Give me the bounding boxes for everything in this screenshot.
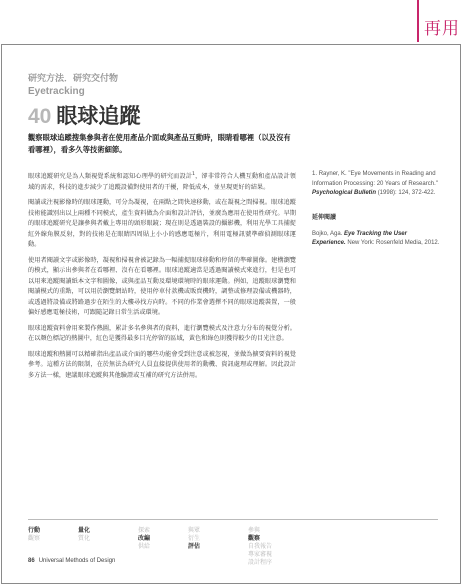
body-paragraph: 使用者閱讀文字或影像時，凝視和掃視會被記錄為一幅捕捉眼球移動和停留的準確圖像。建構瀏覽的模式，顯示出參與者在看哪裡、沒有在看哪裡。眼球追蹤適當是透過閱讀模式來進行，但是也可以用來追蹤閱讀紙本文字和圖像，或與產品互動及環境環境時的眼球運動。例如，追蹤眼球瀏覽和閱讀模式的重點，可以用於瀏覽網站時，使用停車付款機或販賣機時，調整或修理設備或機器時，或透過將設備或將路過步在陌生的大樓尋找方向時。不同的作業會選擇不同的眼球追蹤裝置，一般偏好感應電極技術，可跟隨記錄日常生活或環境。 xyxy=(28,256,296,317)
further-reading-entry: Bojko, Aga. Eye Tracking the User Experience. New York: Rosenfeld Media, 2012. xyxy=(312,230,440,247)
body-paragraph: 眼球追蹤資料會用來製作熱圖，累計多名參與者的資料，進行瀏覽模式及注意力分布的視覺分析。在以顏色標記的熱圖中，紅色是獲得最多目光停留的區域，黃色和綠色則獲得較少的目光注意。 xyxy=(28,324,296,343)
body-paragraph: 眼球追蹤和熱圖可以精確指出產品或介面的哪些功能會受到注意或被忽視，並做為擴要資料的視覺參考。這種方法的限制，在於無法為研究人員直接提供使用者的動機、資訊處理或理解。因此設計多方法一樣，建議眼球追蹤與其他驗證或互補的研究方法併用。 xyxy=(28,350,296,379)
method-title: 眼球追蹤 xyxy=(56,104,141,128)
phase-column: 行動 觀察 xyxy=(28,527,41,542)
reference-entry: 1. Rayner, K. "Eye Movements in Reading and Information Processing: 20 Years of Research." Psychological Bulletin (1998): 124, 372-422. xyxy=(312,171,438,197)
tab-label: 再用 xyxy=(424,19,460,39)
category-english: Eyetracking xyxy=(28,86,85,97)
body-text xyxy=(28,170,296,386)
phase-column: 參與 觀察 自我報告 專家審視 設計程序 xyxy=(248,527,273,566)
book-page xyxy=(1,44,461,584)
phase-column: 量化 質化 xyxy=(78,527,91,542)
tab-rule xyxy=(417,0,419,42)
page-footer xyxy=(28,558,115,564)
book-title: Universal Methods of Design xyxy=(38,558,116,564)
category-label: 研究方法．研究交付物 xyxy=(28,74,119,84)
phase-column: 與眾 衍生 評估 xyxy=(188,527,201,550)
body-paragraph: 眼球追蹤研究是為人類視覺系統和認知心理學的研究而設計$^1$，卻非常符合人機互動和產品設計領域的需求，科技的進步減少了追蹤設備對使用者的干擾，降低成本，並呈現更好的結果。 xyxy=(28,172,296,191)
lead-paragraph: 觀察眼球追蹤搜集參與者在使用產品介面或與產品互動時，眼睛看哪裡（以及沒有看哪裡），看多久等技術細節。 xyxy=(28,133,291,154)
page-number: 86 xyxy=(28,558,35,564)
body-paragraph: 閱讀或注視影像時的眼球運動，可分為凝視，在兩點之間快速移動，或在凝視之間掃視。眼球追蹤技術能識別出以上兩種不同模式，產生資料做為介面和設計評估，並廣為應用在使用性研究。早期的眼球追蹤研究是讓參與者戴上專用的頭形眼鏡；現在則是透過裝設的攝影機，利用光學工具捕捉紅外線角膜反射，對的技術是在眼睛四周貼上小小的感應電極片，利用電極訊號準確偵測眼球運動。 xyxy=(28,199,296,249)
phase-column: 探索 改編 供給 xyxy=(138,527,151,550)
page-title xyxy=(28,100,140,130)
footnote-marker: 1 xyxy=(192,172,195,177)
footer-rule xyxy=(28,519,438,520)
sidebar xyxy=(312,170,442,249)
further-reading-heading: 延伸閱讀 xyxy=(312,213,337,221)
method-number: 40 xyxy=(28,105,52,128)
